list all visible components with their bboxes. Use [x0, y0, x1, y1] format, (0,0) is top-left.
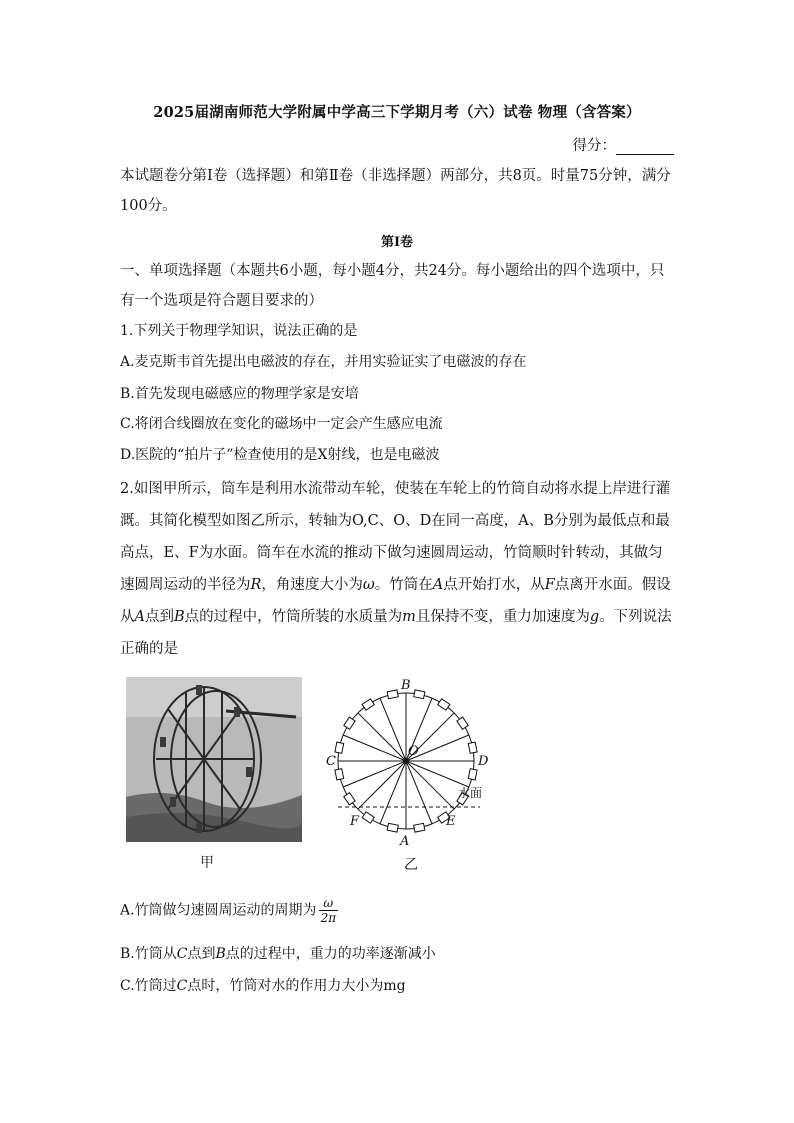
bamboo-bucket [335, 742, 344, 753]
intro-paragraph: 本试题卷分第Ⅰ卷（选择题）和第Ⅱ卷（非选择题）两部分，共8页。时量75分钟，满分100分。 [120, 168, 671, 214]
water-wheel-photo [126, 677, 302, 842]
section-title: 第Ⅰ卷 [380, 235, 414, 250]
bamboo-bucket [438, 699, 450, 710]
bamboo-bucket [344, 793, 355, 805]
label-c: C [326, 754, 336, 769]
label-a: A [400, 834, 410, 849]
bamboo-bucket [468, 769, 477, 780]
period-fraction: $\frac{\omega}{2\pi}$ [320, 896, 337, 925]
exam-title: 2025届湖南师范大学附属中学高三下学期月考（六）试卷 物理（含答案） [153, 104, 641, 121]
label-o: O [408, 744, 419, 759]
bamboo-bucket [387, 690, 398, 699]
score-field [573, 134, 675, 155]
label-b: B [401, 678, 411, 693]
q2-option-b: B.竹筒从C点到B点的过程中，重力的功率逐渐减小 [120, 946, 436, 962]
q2-stem: 2.如图甲所示，筒车是利用水流带动车轮，使装在车轮上的竹筒自动将水提上岸进行灌溉。其简化模型如图乙所示，转轴为O,C、O、D在同一高度，A、B分别为最低点和最高点，E、F为水面。筒车在水流的推动下做匀速圆周运动，竹筒顺时针转动，其做匀速圆周运动的半径为R，角速度大小为ω。竹筒在A点开始打水，从F点离开水面。假设从A点到B点的过程中，竹筒所装的水质量为m且保持不变，重力加速度为g。下列说法正确的是 [120, 481, 672, 657]
label-e: E [446, 814, 456, 829]
figure-caption-jia: 甲 [200, 855, 214, 871]
wheel-diagram [320, 675, 500, 850]
wheel-spoke [406, 761, 454, 809]
bamboo-bucket [468, 742, 477, 753]
q1-option-c: C.将闭合线圈放在变化的磁场中一定会产生感应电流 [120, 416, 443, 432]
q2-option-a: A.竹筒做匀速圆周运动的周期为 $\frac{\omega}{2\pi}$ [120, 896, 337, 925]
q1-stem: 1.下列关于物理学知识，说法正确的是 [120, 323, 358, 339]
bamboo-bucket [362, 699, 374, 710]
wheel-spokes [338, 693, 474, 829]
bamboo-bucket [414, 690, 425, 699]
bamboo-bucket [335, 769, 344, 780]
part-one-heading: 一、单项选择题（本题共6小题，每小题4分，共24分。每小题给出的四个选项中，只有一个选项是符合题目要求的） [120, 263, 665, 309]
wheel-spoke [358, 713, 406, 761]
bamboo-bucket [362, 812, 374, 823]
q1-option-b: B.首先发现电磁感应的物理学家是安培 [120, 386, 359, 402]
bamboo-bucket [387, 823, 398, 832]
label-d: D [478, 754, 489, 769]
bamboo-bucket [414, 823, 425, 832]
figure-caption-yi: 乙 [404, 857, 418, 873]
bamboo-bucket [344, 717, 355, 729]
score-label: 得分： [572, 138, 616, 154]
q1-option-d: D.医院的“拍片子”检查使用的是X射线，也是电磁波 [120, 447, 440, 463]
bamboo-bucket [457, 717, 468, 729]
score-blank[interactable] [616, 140, 674, 155]
q1-option-a: A.麦克斯韦首先提出电磁波的存在，并用实验证实了电磁波的存在 [120, 354, 527, 370]
label-f: F [350, 814, 360, 829]
wheel-spoke [358, 761, 406, 809]
water-wheel-illustration [126, 677, 302, 842]
label-water: 水面 [458, 786, 483, 800]
q2-option-c: C.竹筒过C点时，竹筒对水的作用力大小为mg [120, 978, 406, 994]
